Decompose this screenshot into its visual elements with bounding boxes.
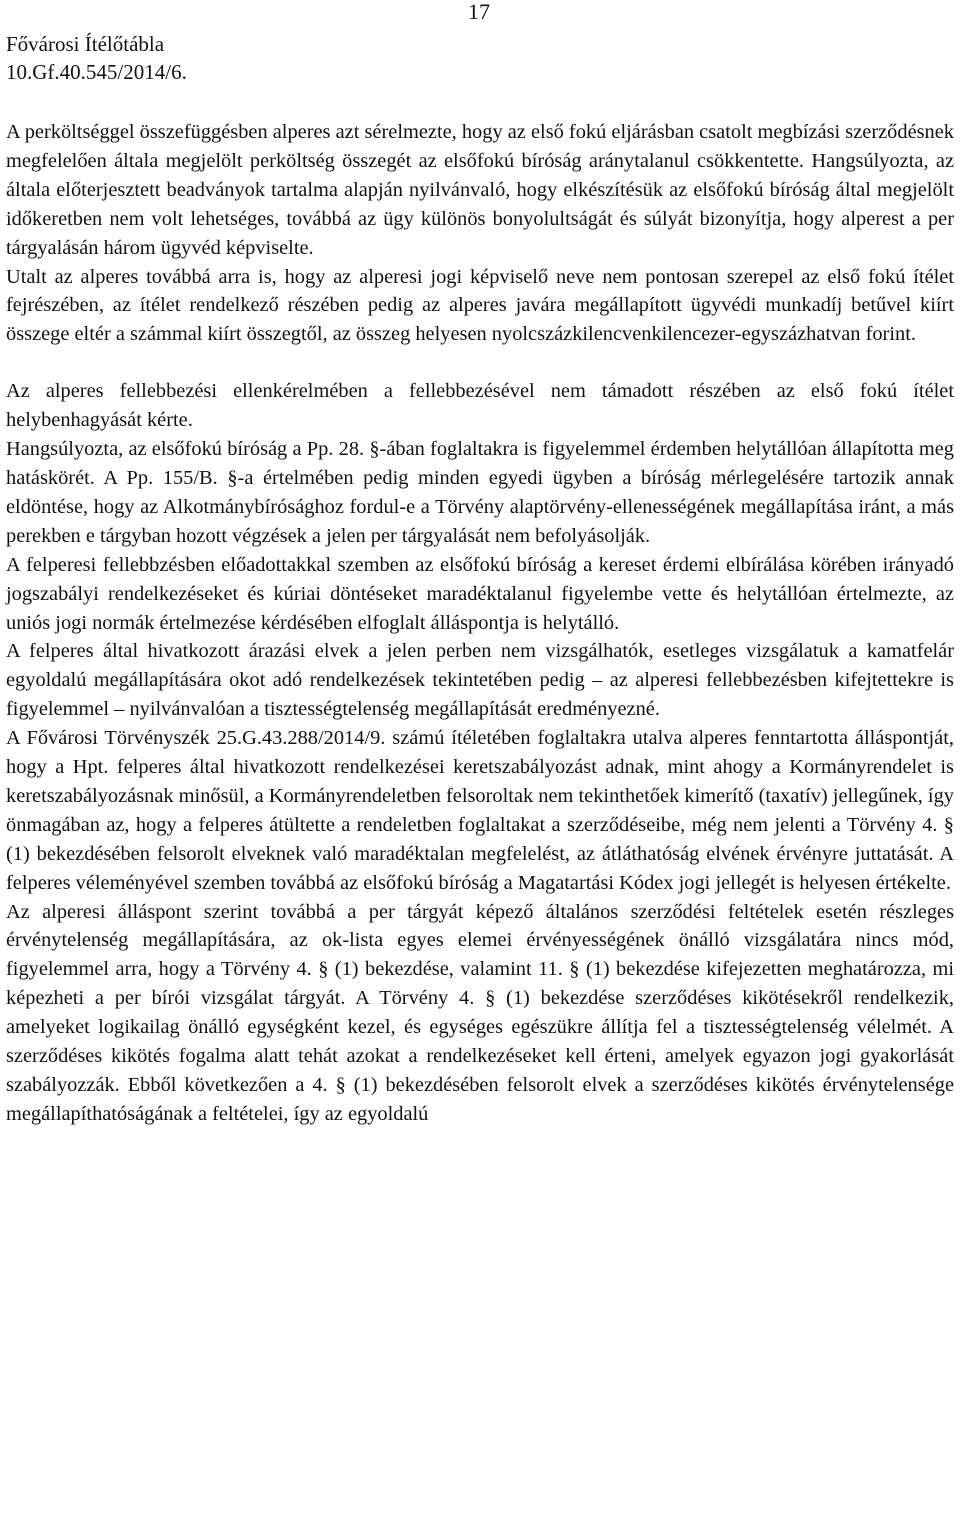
paragraph: A felperesi fellebbzésben előadottakkal szemben az elsőfokú bíróság a kereset érdemi elbírálása körében irányadó jogszabályi rendelkezéseket és kúriai döntéseket maradéktalanul figyelembe vette és helytállóan értelmezte, az uniós jogi normák értelmezése kérdésében elfoglalt álláspontja is helytálló. xyxy=(6,553,954,634)
page-number: 17 xyxy=(468,0,490,24)
paragraph: A Fővárosi Törvényszék 25.G.43.288/2014/9. számú ítéletében foglaltakra utalva alperes fenntartotta álláspontját, hogy a Hpt. felperes által hivatkozott rendelkezései keretszabályozást adnak, mint ahogy a Kormányrendelet is keretszabályozásnak minősül, a Kormányrendeletben felsoroltak nem tekinthetőek kimerítő (taxatív) jellegűnek, így önmagában az, hogy a felperes átültette a rendeletben foglaltakat a szerződéseibe, még nem jelenti a Törvény 4. § (1) bekezdésében felsorolt elveknek való maradéktalan megfelelést, az átláthatóság elvének érvényre juttatását. A felperes véleményével szemben továbbá az elsőfokú bíróság a Magatartási Kódex jogi jellegét is helyesen értékelte. xyxy=(6,727,954,894)
paragraph: Hangsúlyozta, az elsőfokú bíróság a Pp. 28. §-ában foglaltakra is figyelemmel érdemben helytállóan állapította meg hatáskörét. A Pp. 155/B. §-a értelmében pedig minden egyedi ügyben a bíróság mérlegelésére tartozik annak eldöntése, hogy az Alkotmánybírósághoz fordul-e a Törvény alaptörvény-ellenességének megállapítása iránt, a más perekben e tárgyban hozott végzések a jelen per tárgyalását nem befolyásolják. xyxy=(6,438,954,547)
case-number: 10.Gf.40.545/2014/6. xyxy=(6,60,187,84)
court-name: Fővárosi Ítélőtábla xyxy=(6,32,165,56)
paragraph: A perköltséggel összefüggésben alperes azt sérelmezte, hogy az első fokú eljárásban csatolt megbízási szerződésnek megfelelően általa megjelölt perköltség összegét az elsőfokú bíróság aránytalanul csökkentette. Hangsúlyozta, az általa előterjesztett beadványok tartalma alapján nyilvánvaló, hogy elkészítésük az elsőfokú bíróság által megjelölt időkeretben nem volt lehetséges, továbbá az ügy különös bonyolultságát és súlyát bizonyítja, hogy alperest a per tárgyalásán három ügyvéd képviselte. xyxy=(6,121,954,259)
paragraph: Utalt az alperes továbbá arra is, hogy az alperesi jogi képviselő neve nem pontosan szerepel az első fokú ítélet fejrészében, az ítélet rendelkező részében pedig az alperes javára megállapított ügyvédi munkadíj betűvel kiírt összege eltér a számmal kiírt összegtől, az összeg helyesen nyolcszázkilencvenkilencezer-egyszázhatvan forint. xyxy=(6,265,954,346)
paragraph: Az alperes fellebbezési ellenkérelmében a fellebbezésével nem támadott részében az első fokú ítélet helybenhagyását kérte. xyxy=(6,380,954,432)
document-header xyxy=(6,30,187,86)
paragraph: Az alperesi álláspont szerint továbbá a per tárgyát képező általános szerződési feltételek esetén részleges érvénytelenség megállapítására, az ok-lista egyes elemei érvényességének önálló vizsgálatára nincs mód, figyelemmel arra, hogy a Törvény 4. § (1) bekezdése, valamint 11. § (1) bekezdése kifejezetten meghatározza, mi képezheti a per bírói vizsgálat tárgyát. A Törvény 4. § (1) bekezdése szerződéses kikötésekről rendelkezik, amelyeket logikailag önálló egységként kezel, és egységes egészükre állítja fel a tisztességtelenség vélelmét. A szerződéses kikötés fogalma alatt tehát azokat a rendelkezéseket kell érteni, amelyek egyazon jogi gyakorlását szabályozzák. Ebből következően a 4. § (1) bekezdésében felsorolt elvek a szerződéses kikötés érvénytelensége megállapíthatóságának a feltételei, így az egyoldalú xyxy=(6,900,954,1125)
paragraph: A felperes által hivatkozott árazási elvek a jelen perben nem vizsgálhatók, esetleges vizsgálatuk a kamatfelár egyoldalú megállapítására okot adó rendelkezések tekintetében pedig – az alperesi fellebbezésben kifejtettekre is figyelemmel – nyilvánvalóan a tisztességtelenség megállapítását eredményezné. xyxy=(6,640,954,721)
document-body xyxy=(6,118,954,1129)
